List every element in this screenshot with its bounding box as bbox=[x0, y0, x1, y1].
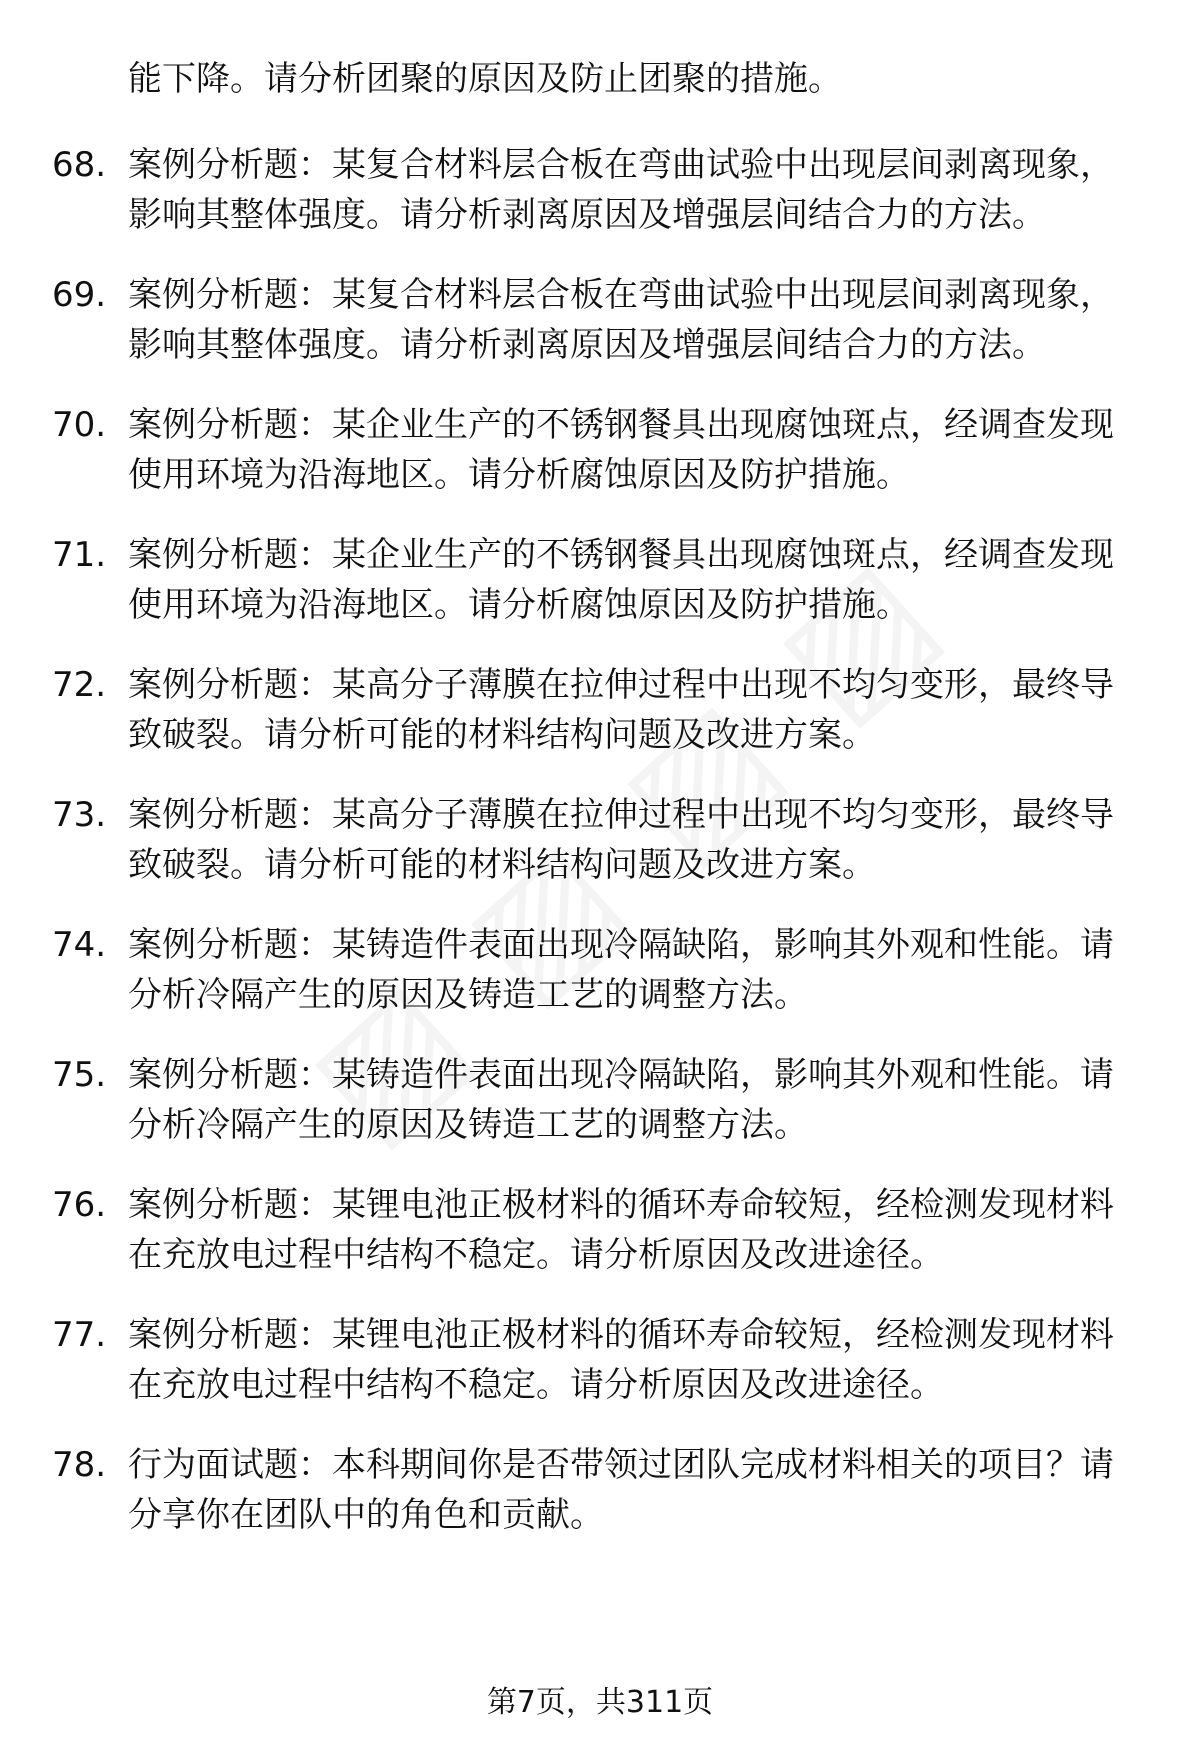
list-item bbox=[52, 920, 1152, 1020]
question-number: 68. bbox=[52, 145, 107, 185]
list-item bbox=[52, 270, 1152, 370]
question-number: 69. bbox=[52, 275, 107, 315]
question-number: 76. bbox=[52, 1185, 107, 1225]
question-text: 案例分析题：某企业生产的不锈钢餐具出现腐蚀斑点，经调查发现使用环境为沿海地区。请分析腐蚀原因及防护措施。 bbox=[128, 535, 1114, 625]
question-text: 行为面试题：本科期间你是否带领过团队完成材料相关的项目？请分享你在团队中的角色和贡献。 bbox=[128, 1445, 1114, 1535]
question-number: 78. bbox=[52, 1445, 107, 1485]
list-item bbox=[52, 1050, 1152, 1150]
list-item bbox=[52, 1180, 1152, 1280]
list-item bbox=[52, 660, 1152, 760]
question-number: 74. bbox=[52, 925, 107, 965]
question-text: 案例分析题：某铸造件表面出现冷隔缺陷，影响其外观和性能。请分析冷隔产生的原因及铸造工艺的调整方法。 bbox=[128, 1055, 1114, 1145]
question-text: 案例分析题：某高分子薄膜在拉伸过程中出现不均匀变形，最终导致破裂。请分析可能的材料结构问题及改进方案。 bbox=[128, 665, 1114, 755]
question-text: 案例分析题：某复合材料层合板在弯曲试验中出现层间剥离现象，影响其整体强度。请分析剥离原因及增强层间结合力的方法。 bbox=[128, 275, 1114, 365]
question-number: 75. bbox=[52, 1055, 107, 1095]
question-text: 案例分析题：某企业生产的不锈钢餐具出现腐蚀斑点，经调查发现使用环境为沿海地区。请分析腐蚀原因及防护措施。 bbox=[128, 405, 1114, 495]
list-item bbox=[52, 530, 1152, 630]
question-number: 72. bbox=[52, 665, 107, 705]
list-item bbox=[52, 1440, 1152, 1540]
question-text: 案例分析题：某复合材料层合板在弯曲试验中出现层间剥离现象，影响其整体强度。请分析剥离原因及增强层间结合力的方法。 bbox=[128, 145, 1114, 235]
question-number: 77. bbox=[52, 1315, 107, 1355]
list-item bbox=[52, 140, 1152, 240]
question-number: 73. bbox=[52, 795, 107, 835]
list-item bbox=[52, 400, 1152, 500]
list-item bbox=[52, 790, 1152, 890]
question-text: 案例分析题：某铸造件表面出现冷隔缺陷，影响其外观和性能。请分析冷隔产生的原因及铸造工艺的调整方法。 bbox=[128, 925, 1114, 1015]
continued-question-text: 能下降。请分析团聚的原因及防止团聚的措施。 bbox=[128, 59, 842, 99]
question-text: 案例分析题：某高分子薄膜在拉伸过程中出现不均匀变形，最终导致破裂。请分析可能的材料结构问题及改进方案。 bbox=[128, 795, 1114, 885]
question-list bbox=[52, 140, 1152, 1570]
list-item bbox=[52, 1310, 1152, 1410]
page-number-footer: 第7页，共311页 bbox=[486, 1685, 714, 1720]
question-number: 70. bbox=[52, 405, 107, 445]
question-text: 案例分析题：某锂电池正极材料的循环寿命较短，经检测发现材料在充放电过程中结构不稳定。请分析原因及改进途径。 bbox=[128, 1315, 1114, 1405]
question-number: 71. bbox=[52, 535, 107, 575]
question-text: 案例分析题：某锂电池正极材料的循环寿命较短，经检测发现材料在充放电过程中结构不稳定。请分析原因及改进途径。 bbox=[128, 1185, 1114, 1275]
